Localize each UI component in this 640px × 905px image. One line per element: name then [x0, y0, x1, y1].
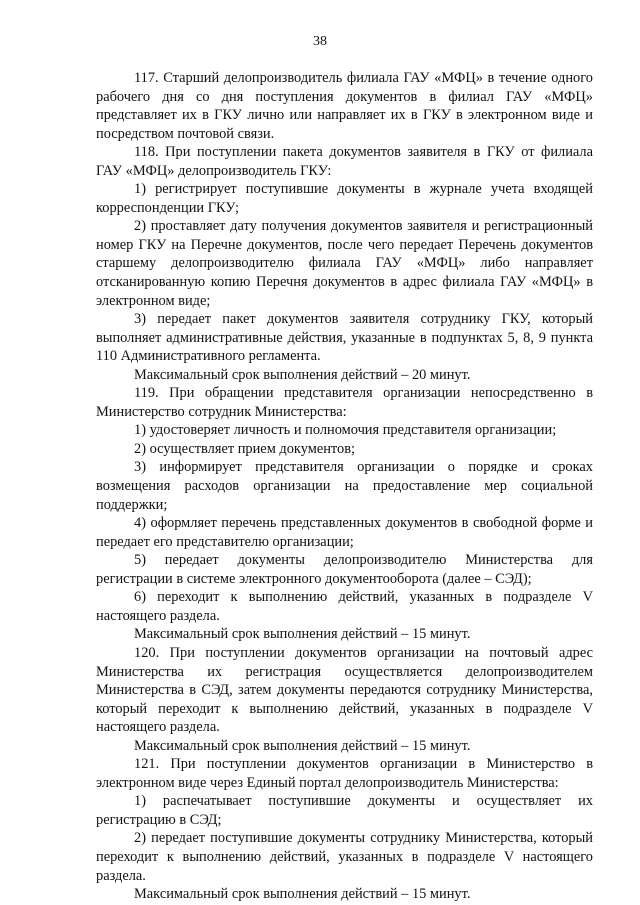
- paragraph-119-item-3: 3) информирует представителя организации о порядке и сроках возмещения расходов организации на предоставление мер социальной поддержки;: [96, 459, 593, 513]
- paragraph-121-item-1: 1) распечатывает поступившие документы и осуществляет их регистрацию в СЭД;: [96, 793, 593, 828]
- paragraph-120-deadline: Максимальный срок выполнения действий – 15 минут.: [134, 737, 471, 754]
- document-body: [96, 69, 593, 904]
- paragraph-121-item-2: 2) передает поступившие документы сотруднику Министерства, который переходит к выполнению действий, указанных в подразделе V настоящего раздела.: [96, 830, 593, 884]
- paragraph-119-item-1: 1) удостоверяет личность и полномочия представителя организации;: [134, 422, 557, 439]
- paragraph-119: 119. При обращении представителя организации непосредственно в Министерство сотрудник Министерства:: [96, 385, 593, 420]
- paragraph-119-item-2: 2) осуществляет прием документов;: [134, 440, 355, 457]
- paragraph-119-item-6: 6) переходит к выполнению действий, указанных в подразделе V настоящего раздела.: [96, 589, 593, 624]
- paragraph-119-item-5: 5) передает документы делопроизводителю Министерства для регистрации в системе электронного документооборота (далее – СЭД);: [96, 552, 593, 587]
- paragraph-118-deadline: Максимальный срок выполнения действий – 20 минут.: [134, 366, 471, 383]
- paragraph-120: 120. При поступлении документов организации на почтовый адрес Министерства их регистрация осуществляется делопроизводителем Министерства в СЭД, затем документы передаются сотруднику Министерства, который переходит к выполнению действий, указанных в подразделе V настоящего раздела.: [96, 644, 593, 736]
- paragraph-118-item-1: 1) регистрирует поступившие документы в журнале учета входящей корреспонденции ГКУ;: [96, 181, 593, 216]
- paragraph-119-item-4: 4) оформляет перечень представленных документов в свободной форме и передает его представителю организации;: [96, 515, 593, 550]
- paragraph-118: 118. При поступлении пакета документов заявителя в ГКУ от филиала ГАУ «МФЦ» делопроизводитель ГКУ:: [96, 144, 593, 179]
- paragraph-121: 121. При поступлении документов организации в Министерство в электронном виде через Единый портал делопроизводитель Министерства:: [96, 756, 593, 791]
- paragraph-121-deadline: Максимальный срок выполнения действий – 15 минут.: [134, 886, 471, 903]
- paragraph-118-item-2: 2) проставляет дату получения документов заявителя и регистрационный номер ГКУ на Перечне документов, после чего передает Перечень документов старшему делопроизводителю филиала ГАУ «МФЦ» либо направляет отсканированную копию Перечня документов в адрес филиала ГАУ «МФЦ» в электронном виде;: [96, 218, 593, 309]
- page-number: 38: [313, 34, 327, 49]
- paragraph-117: 117. Старший делопроизводитель филиала ГАУ «МФЦ» в течение одного рабочего дня со дня поступления документов в филиал ГАУ «МФЦ» представляет их в ГКУ лично или направляет их в ГКУ в электронном виде и посредством почтовой связи.: [96, 70, 593, 142]
- paragraph-118-item-3: 3) передает пакет документов заявителя сотруднику ГКУ, который выполняет административные действия, указанные в подпунктах 5, 8, 9 пункта 110 Административного регламента.: [96, 311, 593, 365]
- paragraph-119-deadline: Максимальный срок выполнения действий – 15 минут.: [134, 626, 471, 643]
